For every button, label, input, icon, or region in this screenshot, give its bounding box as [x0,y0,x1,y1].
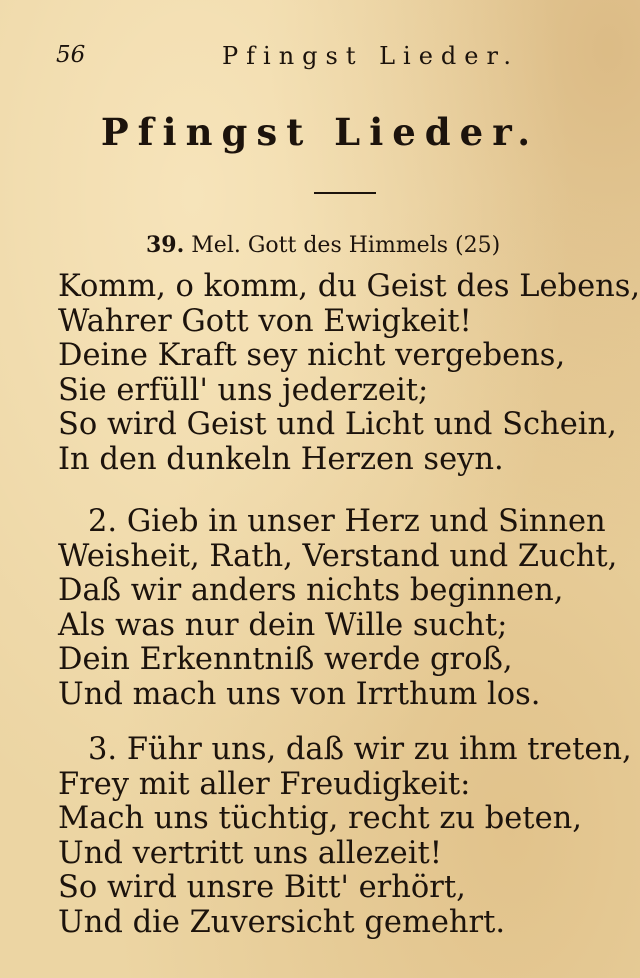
verse-line: Und die Zuversicht gemehrt. [58,904,506,940]
verse-line: So wird unsre Bitt' erhört, [58,870,466,905]
verse-line: Dein Erkenntniß werde groß, [58,642,513,677]
stanza-number: 2. [88,504,118,539]
verse-line-first [58,733,632,768]
stanza-2 [58,505,617,712]
stanza-1 [58,270,640,477]
page-number: 56 [56,42,86,68]
verse-line-first [58,505,617,540]
verse-line: So wird Geist und Licht und Schein, [58,407,617,442]
verse-line: Und mach uns von Irrthum los. [58,676,541,712]
hymn-number: 39. [146,232,185,258]
verse-line-text: Gieb in unser Herz und Sinnen [126,504,606,539]
verse-line: Als was nur dein Wille sucht; [58,607,508,643]
stanza-3 [58,733,632,940]
verse-line: In den dunkeln Herzen seyn. [58,441,504,477]
verse-line: Daß wir anders nichts beginnen, [58,573,564,608]
verse-line: Weisheit, Rath, Verstand und Zucht, [58,538,618,574]
verse-line: Deine Kraft sey nicht vergebens, [58,338,566,373]
verse-line: Mach uns tüchtig, recht zu beten, [58,801,582,836]
stanza-number: 3. [88,732,118,767]
section-title: Pfingst Lieder. [100,110,540,154]
verse-line: Komm, o komm, du Geist des Lebens, [58,269,640,304]
verse-line: Wahrer Gott von Ewigkeit! [58,303,472,339]
running-head: Pfingst Lieder. [222,42,519,70]
melody-reference: Mel. Gott des Himmels (25) [191,233,501,258]
verse-line-text: Führ uns, daß wir zu ihm treten, [126,732,632,767]
hymn-melody-line [146,232,500,258]
verse-line: Sie erfüll' uns jederzeit; [58,372,429,408]
verse-line: Und vertritt uns allezeit! [58,835,442,871]
verse-line: Frey mit aller Freudigkeit: [58,766,471,802]
page-header [52,40,580,76]
title-divider [314,192,376,194]
